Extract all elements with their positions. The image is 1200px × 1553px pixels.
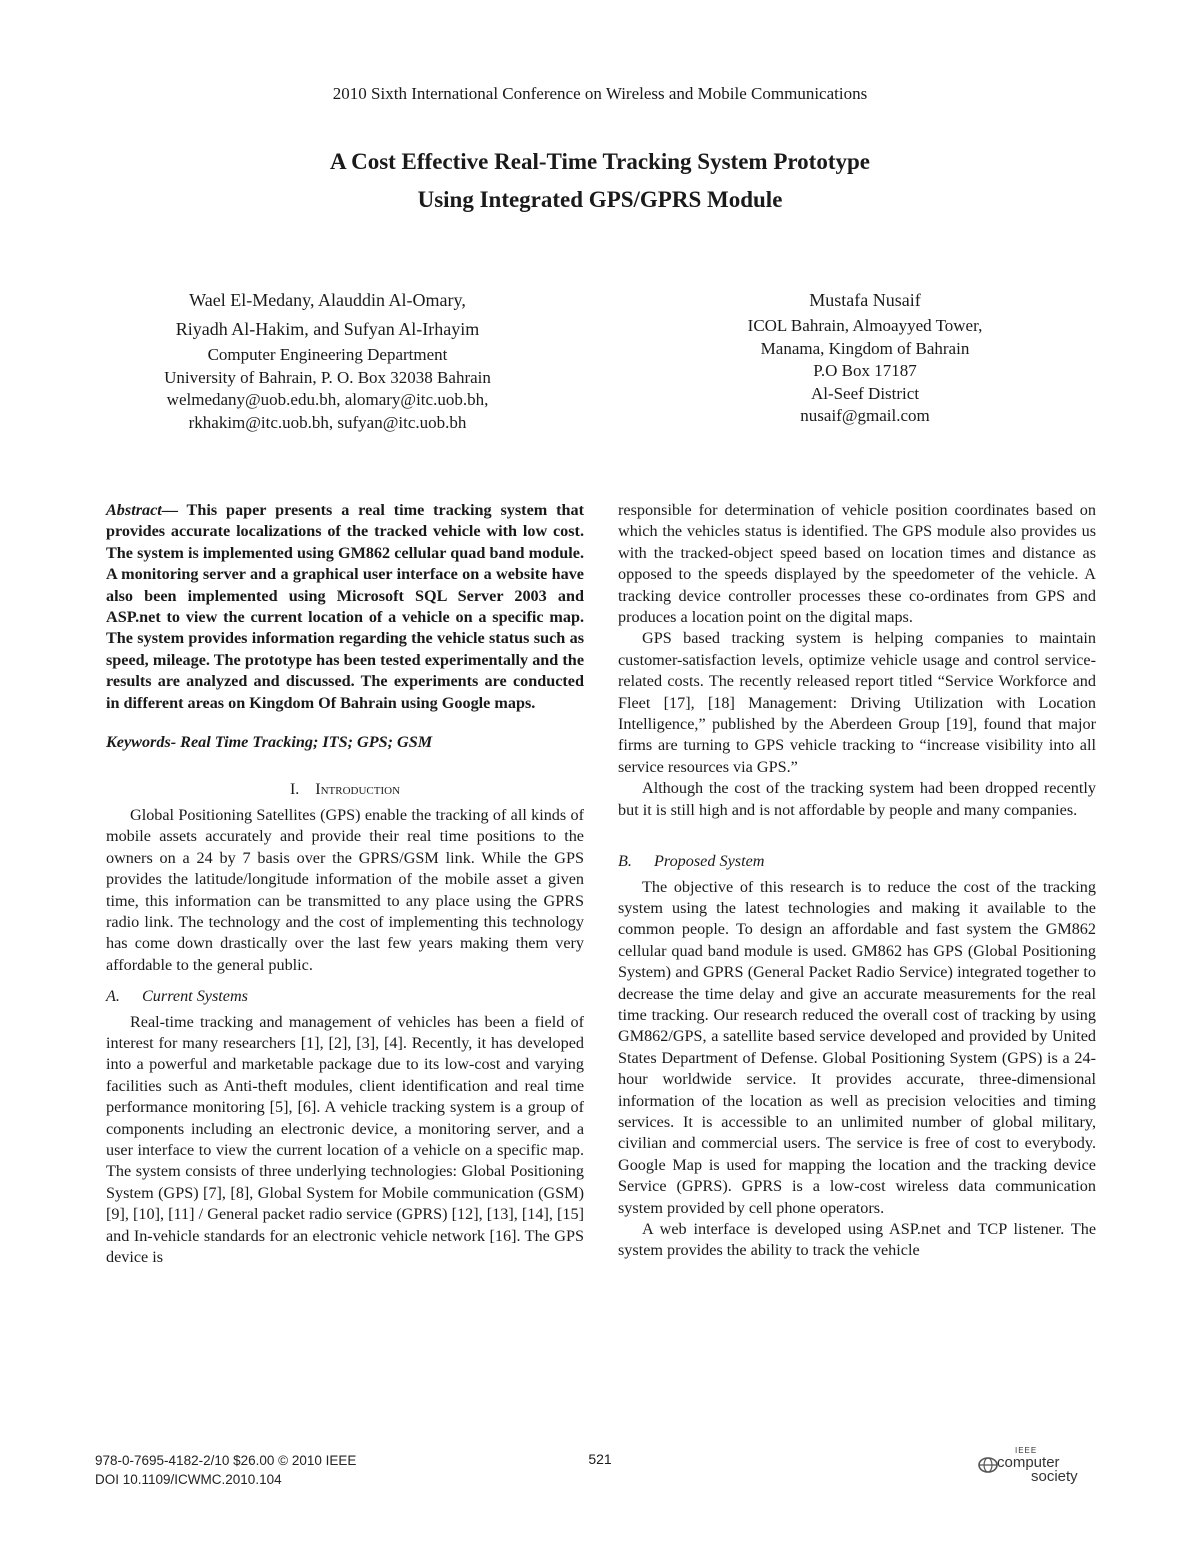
page-number: 521 [588,1451,612,1467]
right-column [618,500,1096,1262]
title-line-1: A Cost Effective Real-Time Tracking System Prototype [330,149,870,174]
subsection-title: Current Systems [142,987,248,1006]
author-city: Manama, Kingdom of Bahrain [760,338,970,358]
abstract-lead: Abstract [106,501,162,519]
subsection-number: B. [618,852,632,871]
abstract-text: — This paper presents a real time tracking system that provides accurate localizations of the tracked vehicle with low cost. The system is implemented using GM862 cellular quad band module. A monitoring server and a graphical user interface on a website have also been implemented using Microsoft SQL Server 2003 and ASP.net to view the current location of a vehicle on a specific map. The system provides information regarding the vehicle status such as speed, mileage. The prototype has been tested experimentally and the results are analyzed and discussed. The experiments are conducted in different areas on Kingdom Of Bahrain using Google maps. [106,501,584,712]
left-column [106,500,584,1268]
author-organization: ICOL Bahrain, Almoayyed Tower, [747,316,983,335]
author-email: nusaif@gmail.com [800,406,930,425]
author-names-1: Wael El-Medany, Alauddin Al-Omary, [189,290,466,310]
subsection-heading-current-systems [106,986,584,1007]
keywords: Keywords- Real Time Tracking; ITS; GPS; GSM [106,733,433,752]
proposed-system-paragraph-2: A web interface is developed using ASP.net and TCP listener. The system provides the ability to track the vehicle [618,1220,1096,1260]
current-systems-paragraph-2: GPS based tracking system is helping companies to maintain customer-satisfaction levels, optimize vehicle usage and control service-related costs. The recently released report titled “Service Workforce and Fleet [17], [18] Management: Driving Utilization with Location Intelligence,” published by the Aberdeen Group [19], found that major firms are turning to GPS vehicle tracking to “increase visibility into all service resources via GPS.” [618,629,1096,776]
current-systems-paragraph-cont: responsible for determination of vehicle position coordinates based on which the vehicles status is identified. The GPS module also provides us with the tracked-object speed based on location times and distance as opposed to the speeds displayed by the speedometer of the vehicle. A tracking device controller processes these co-ordinates from GPS and produces a location point on the digital maps. [618,501,1096,627]
section-title: Introduction [315,781,401,799]
ieee-computer-society-logo [975,1448,1085,1488]
logo-line-2: society [1031,1468,1078,1485]
footer-doi: DOI 10.1109/ICWMC.2010.104 [95,1472,282,1487]
author-block-left [100,286,555,434]
footer-isbn: 978-0-7695-4182-2/10 $26.00 © 2010 IEEE [95,1453,357,1468]
author-district: Al-Seef District [810,383,920,403]
subsection-heading-proposed-system [618,851,1096,872]
logo-line-1: computer [997,1454,1060,1471]
conference-header: 2010 Sixth International Conference on Wireless and Mobile Communications [332,84,868,103]
logo-ieee-text: IEEE [1015,1446,1038,1455]
proposed-system-paragraph: The objective of this research is to reduce the cost of the tracking system using the latest technologies and making it available to the common people. To design an affordable and fast system the GM862 cellular quad band module is used. GM862 has GPS (Global Positioning System) and GPRS (General Packet Radio Service) integrated together to decrease the time delay and give an accurate measurements for the real time tracking. Our research reduced the overall cost of tracking by using GM862/GPS, a satellite based service developed and provided by United States Department of Defense. Global Positioning System (GPS) is a 24-hour worldwide service. It provides accurate, three-dimensional information of the location as well as precision velocities and timing services. It is accessible to an unlimited number of global military, civilian and commercial users. The service is free of cost to everybody. Google Map is used for mapping the location and the tracking device Service (GPRS). GPRS is a low-cost wireless data communication system provided by cell phone operators. [618,877,1096,1217]
current-systems-paragraph-3: Although the cost of the tracking system had been dropped recently but it is still high and is not affordable by people and many companies. [618,779,1096,819]
author-names-2: Riyadh Al-Hakim, and Sufyan Al-Irhayim [175,319,480,339]
footer-copyright [95,1451,356,1489]
subsection-title: Proposed System [654,852,765,871]
author-name: Mustafa Nusaif [809,290,921,310]
author-emails-1: welmedany@uob.edu.bh, alomary@itc.uob.bh, [166,390,489,409]
title-line-2: Using Integrated GPS/GPRS Module [417,187,783,212]
author-department: Computer Engineering Department [207,345,448,364]
current-systems-paragraph: Real-time tracking and management of vehicles has been a field of interest for many researchers [1], [2], [3], [4]. Recently, it has developed into a powerful and marketable package due to its low-cost and varying facilities such as Anti-theft modules, client identification and real time performance monitoring [5], [6]. A vehicle tracking system is a group of components including an electronic device, a monitoring server, and a user interface to view the current location of a vehicle on a specific map. The system consists of three underlying technologies: Global Positioning System (GPS) [7], [8], Global System for Mobile communication (GSM) [9], [10], [11] / General packet radio service (GPRS) [12], [13], [14], [15] and In-vehicle standards for an electronic vehicle network [16]. The GPS device is [106,1012,584,1266]
paper-title [0,143,1200,219]
author-emails-2: rkhakim@itc.uob.bh, sufyan@itc.uob.bh [188,412,467,432]
logo-mark-icon [977,1456,999,1474]
intro-paragraph: Global Positioning Satellites (GPS) enable the tracking of all kinds of mobile assets accurately and provide their real time positions to the owners on a 24 by 7 basis over the GPRS/GSM link. While the GPS provides the latitude/longitude information of the mobile asset a given time, this information can be transmitted to any place using the GPRS radio link. The technology and the cost of implementing this technology has come down drastically over the last few years making them very affordable to the general public. [106,805,584,974]
author-university: University of Bahrain, P. O. Box 32038 Bahrain [164,367,491,387]
author-block-right [640,286,1090,428]
section-heading-introduction [106,779,584,800]
author-po-box: P.O Box 17187 [813,361,917,380]
subsection-number: A. [106,987,120,1006]
section-number: I. [289,781,300,799]
abstract [106,500,584,714]
